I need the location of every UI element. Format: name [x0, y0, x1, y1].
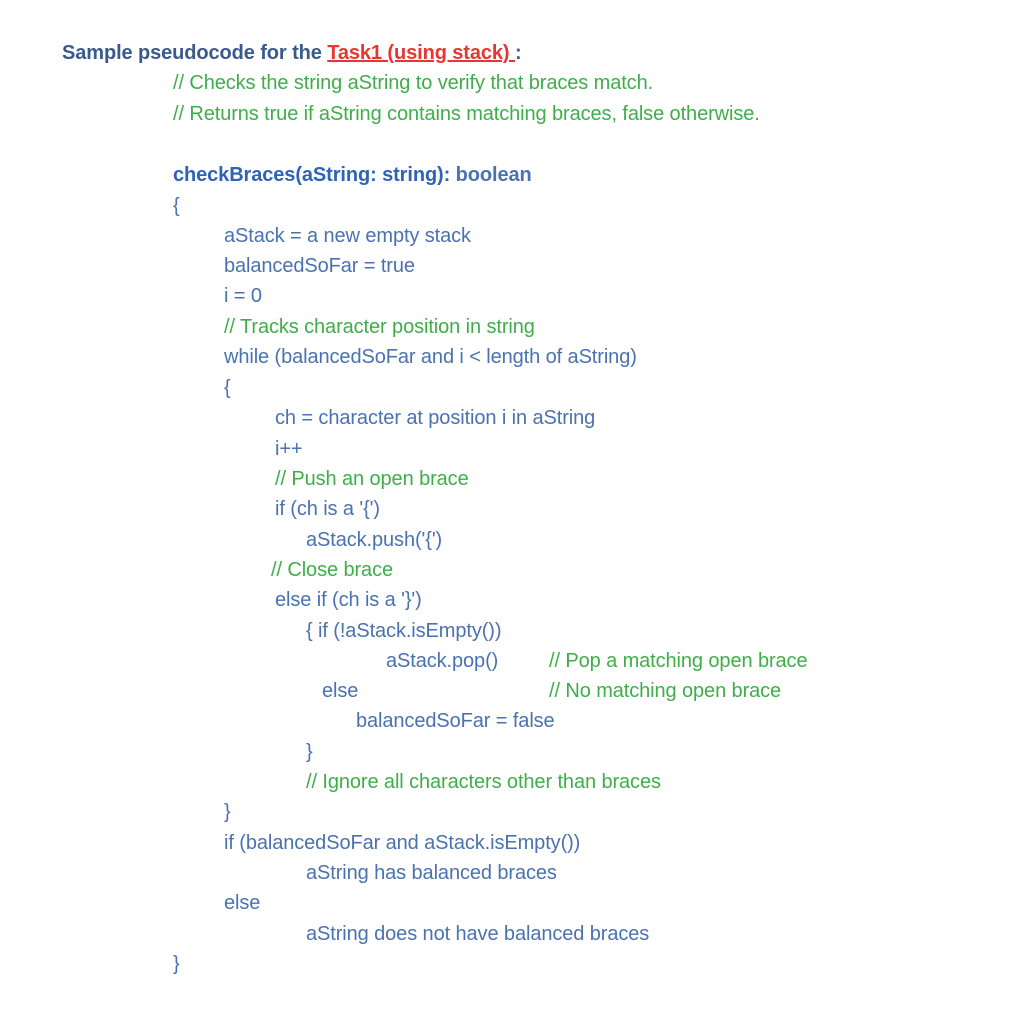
code-line: balancedSoFar = true: [224, 255, 415, 277]
code-line: ch = character at position i in aString: [275, 407, 596, 429]
comment-line: // Tracks character position in string: [224, 316, 535, 338]
code-line: balancedSoFar = false: [356, 710, 555, 732]
code-line: while (balancedSoFar and i < length of aString): [224, 346, 637, 368]
code-line: aStack.push('{'): [306, 529, 443, 551]
brace-open: {: [173, 195, 180, 217]
function-signature: [173, 163, 532, 187]
code-line: aStack.pop(): [386, 650, 499, 672]
code-line: aString has balanced braces: [306, 862, 557, 884]
brace-close: }: [306, 741, 313, 763]
title-suffix: :: [514, 42, 522, 64]
task-link[interactable]: Task1 (using stack): [327, 42, 515, 64]
code-line: if (ch is a '{'): [275, 498, 380, 520]
code-line: aStack = a new empty stack: [224, 225, 471, 247]
comment-line: // No matching open brace: [549, 680, 782, 702]
code-line: aString does not have balanced braces: [306, 923, 650, 945]
comment-line: // Close brace: [271, 559, 393, 581]
return-type: boolean: [455, 164, 532, 186]
brace-close: }: [173, 953, 180, 975]
comment-line: // Returns true if aString contains matching braces, false otherwise.: [173, 103, 760, 125]
brace-close: }: [224, 801, 231, 823]
code-line: if (balancedSoFar and aStack.isEmpty()): [224, 832, 581, 854]
comment-line: // Checks the string aString to verify that braces match.: [173, 72, 654, 94]
code-line: else if (ch is a '}'): [275, 589, 422, 611]
function-name: checkBraces(aString: string):: [173, 164, 456, 186]
code-line: else: [224, 892, 261, 914]
comment-line: // Pop a matching open brace: [549, 650, 808, 672]
code-line: i++: [275, 438, 303, 460]
code-line: i = 0: [224, 285, 262, 307]
code-line: { if (!aStack.isEmpty()): [306, 620, 502, 642]
code-line: else: [322, 680, 359, 702]
brace-open: {: [224, 377, 231, 399]
title-prefix: Sample pseudocode for the: [62, 42, 328, 64]
comment-line: // Push an open brace: [275, 468, 469, 490]
page-title: [62, 41, 522, 65]
comment-line: // Ignore all characters other than braces: [306, 771, 661, 793]
